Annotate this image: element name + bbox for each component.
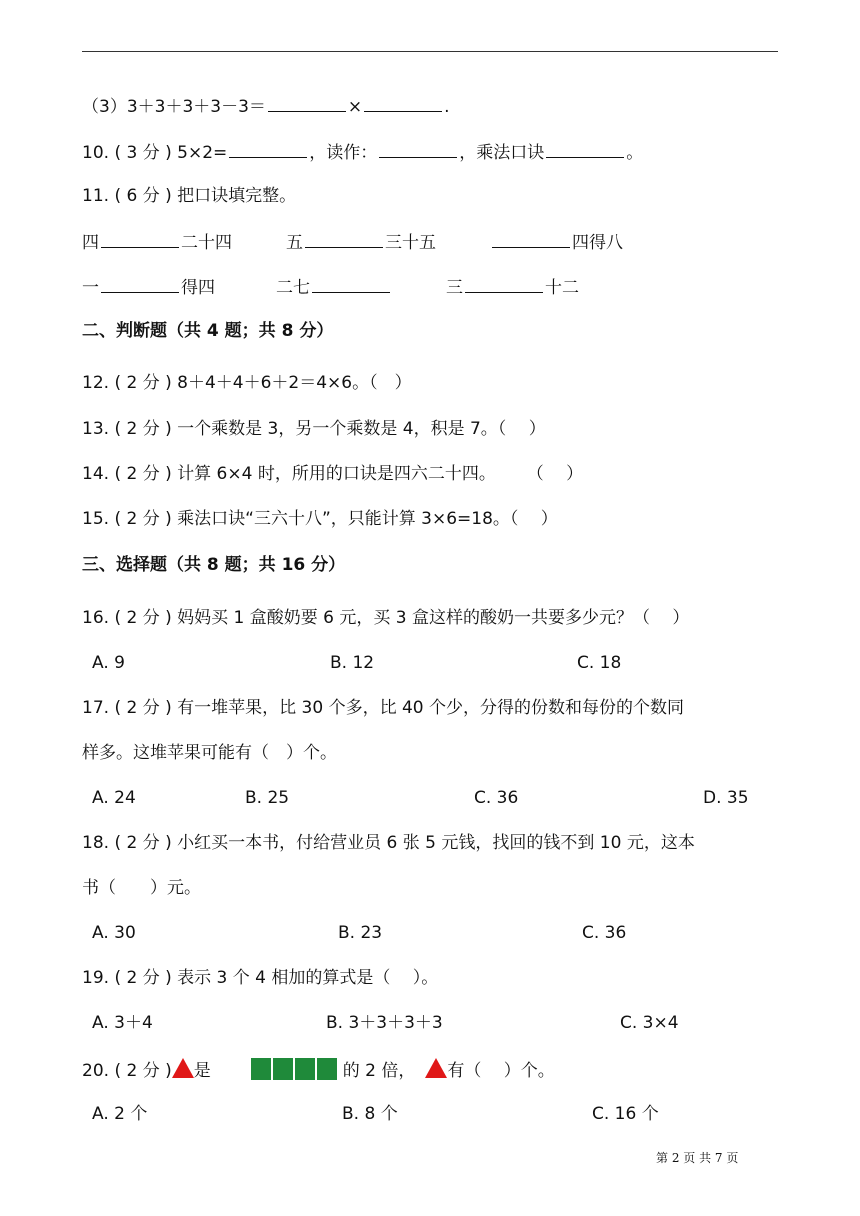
q11-row-1b [286,230,436,254]
answer-blank[interactable] [101,230,179,248]
green-square-icon [295,1058,315,1080]
q20-end: 有（ ）个。 [447,1061,555,1081]
section-2-heading: 二、判断题（共 4 题；共 8 分） [82,321,334,341]
question-12: 12. ( 2 分 ) 8＋4＋4＋6＋2＝4×6。（ ） [82,373,412,393]
q11-row-2c [446,275,579,299]
q19-option-c[interactable]: C. 3×4 [620,1013,679,1033]
answer-blank[interactable] [268,94,346,112]
red-triangle-icon [172,1058,194,1078]
q18-option-c[interactable]: C. 36 [582,923,627,943]
answer-blank[interactable] [101,275,179,293]
q20-text: 20. ( 2 分 ) [82,1061,172,1081]
q11-row-1a [82,230,232,254]
q20-option-a[interactable]: A. 2 个 [92,1104,148,1124]
green-square-icon [273,1058,293,1080]
period: . [444,97,450,117]
q11-r2-c2: 十二 [545,278,579,298]
q11-r1-c2: 四得八 [572,233,623,253]
q17-option-b[interactable]: B. 25 [245,788,290,808]
section-3-heading: 三、选择题（共 8 题；共 16 分） [82,555,346,575]
q19-option-a[interactable]: A. 3＋4 [92,1013,153,1033]
q11-r2-a1: 一 [82,278,99,298]
question-10 [82,140,643,164]
green-square-icon [251,1058,271,1080]
answer-blank[interactable] [305,230,383,248]
question-17-line1: 17. ( 2 分 ) 有一堆苹果，比 30 个多，比 40 个少，分得的份数和每份的个数同 [82,698,685,718]
question-20 [82,1058,555,1082]
question-18-line1: 18. ( 2 分 ) 小红买一本书，付给营业员 6 张 5 元钱，找回的钱不到 10 元，这本 [82,833,695,853]
green-square-icon [317,1058,337,1080]
answer-blank[interactable] [492,230,570,248]
q10-text: 10. ( 3 分 ) 5×2= [82,143,228,163]
header-rule [82,51,778,52]
q20-option-c[interactable]: C. 16 个 [592,1104,659,1124]
answer-blank[interactable] [229,140,307,158]
question-11: 11. ( 6 分 ) 把口诀填完整。 [82,186,297,206]
q11-r1-a1: 四 [82,233,99,253]
q19-option-b[interactable]: B. 3＋3＋3＋3 [326,1013,443,1033]
answer-blank[interactable] [465,275,543,293]
question-13: 13. ( 2 分 ) 一个乘数是 3，另一个乘数是 4，积是 7。（ ） [82,419,546,439]
q17-option-a[interactable]: A. 24 [92,788,136,808]
question-18-line2: 书（ ）元。 [82,878,201,898]
answer-blank[interactable] [546,140,624,158]
question-15: 15. ( 2 分 ) 乘法口诀“三六十八”，只能计算 3×6=18。（ ） [82,509,558,529]
q11-row-2a [82,275,215,299]
q18-option-a[interactable]: A. 30 [92,923,136,943]
answer-blank[interactable] [379,140,457,158]
q11-row-2b [276,275,392,299]
q10-end: 。 [626,143,644,163]
red-triangle-icon [425,1058,447,1078]
q10-rhyme-label: ，乘法口诀 [459,143,545,163]
q9-part3-text: （3）3＋3＋3＋3－3＝ [82,97,266,117]
answer-blank[interactable] [364,94,442,112]
question-17-line2: 样多。这堆苹果可能有（ ）个。 [82,743,337,763]
q11-r1-b2: 三十五 [385,233,436,253]
q17-option-d[interactable]: D. 35 [703,788,749,808]
question-16: 16. ( 2 分 ) 妈妈买 1 盒酸奶要 6 元，买 3 盒这样的酸奶一共要多少元？（ ） [82,608,690,628]
page-footer: 第 2 页 共 7 页 [656,1151,739,1165]
q16-option-c[interactable]: C. 18 [577,653,622,673]
q9-part3 [82,94,450,118]
q17-option-c[interactable]: C. 36 [474,788,519,808]
q11-r2-b1: 二七 [276,278,310,298]
q11-row-1c [490,230,623,254]
q10-read-label: ，读作： [309,143,378,163]
q11-r1-a2: 二十四 [181,233,232,253]
q20-is: 是 [193,1061,211,1081]
q18-option-b[interactable]: B. 23 [338,923,383,943]
q16-option-a[interactable]: A. 9 [92,653,125,673]
q11-r1-b1: 五 [286,233,303,253]
times-sign: × [347,97,363,117]
question-14: 14. ( 2 分 ) 计算 6×4 时，所用的口诀是四六二十四。 （ ） [82,464,584,484]
question-19: 19. ( 2 分 ) 表示 3 个 4 相加的算式是（ ）。 [82,968,439,988]
q16-option-b[interactable]: B. 12 [330,653,375,673]
q11-r2-a2: 得四 [181,278,215,298]
answer-blank[interactable] [312,275,390,293]
q11-r2-c1: 三 [446,278,463,298]
q20-times: 的 2 倍， [342,1061,416,1081]
q20-option-b[interactable]: B. 8 个 [342,1104,398,1124]
